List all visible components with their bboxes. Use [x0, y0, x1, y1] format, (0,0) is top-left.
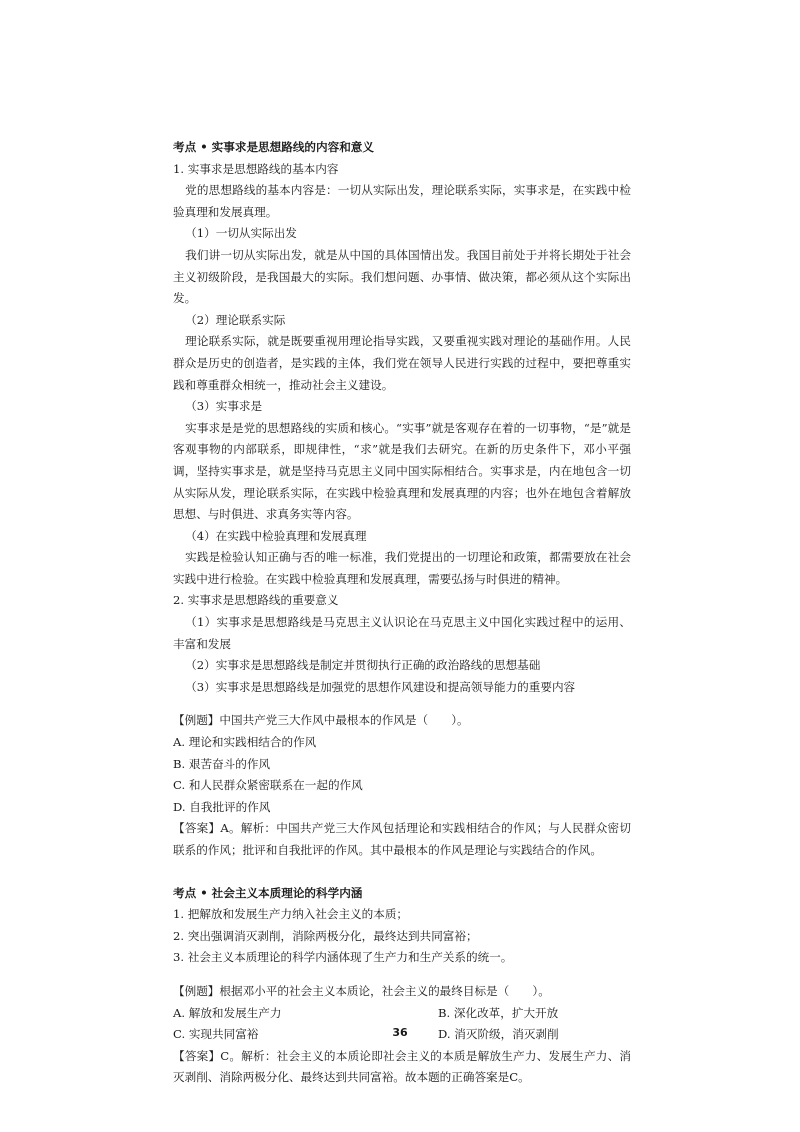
example-option: A. 解放和发展生产力 — [173, 1005, 282, 1020]
subsection-title-1: 1. 实事求是思想路线的基本内容 — [173, 161, 339, 176]
example-question-1: 【例题】中国共产党三大作风中最根本的作风是（ ）。 — [173, 713, 469, 728]
example-option: B. 深化改革，扩大开放 — [438, 1005, 559, 1020]
significance-item: （2）实事求是思想路线是制定并贯彻执行正确的政治路线的思想基础 — [185, 658, 541, 673]
point-text-2: 理论联系实际，就是既要重视用理论指导实践，又要重视实践对理论的基础作用。人民群众是历史的创造者，是实践的主体，我们党在领导人民进行实践的过程中，要把尊重实践和尊重群众相统一，推动社会主义建设。 — [173, 334, 631, 392]
point-title-2: （2）理论联系实际 — [185, 312, 286, 327]
point-text-3: 实事求是是党的思想路线的实质和核心。“实事”就是客观存在着的一切事物，“是”就是客观事物的内部联系，即规律性，“求”就是我们去研究。在新的历史条件下，邓小平强调，坚持实事求是，就是坚持马克思主义同中国实际相结合。实事求是，内在地包含一切从实际从发，理论联系实际，在实践中检验真理和发展真理的内容；也外在地包含着解放思想、与时俱进、求真务实等内容。 — [173, 420, 631, 522]
essence-item: 2. 突出强调消灭剥削，消除两极分化，最终达到共同富裕； — [173, 928, 478, 943]
essence-item: 3. 社会主义本质理论的科学内涵体现了生产力和生产关系的统一。 — [173, 950, 513, 965]
section-title-1: 考点 • 实事求是思想路线的内容和意义 — [173, 140, 374, 154]
example-option: C. 和人民群众紧密联系在一起的作风 — [173, 778, 363, 793]
point-title-4: （4）在实践中检验真理和发展真理 — [185, 528, 367, 543]
point-text-4: 实践是检验认知正确与否的唯一标准，我们党提出的一切理论和政策，都需要放在社会实践中进行检验。在实践中检验真理和发展真理，需要弘扬与时俱进的精神。 — [173, 550, 631, 586]
example-option: C. 实现共同富裕 — [173, 1027, 259, 1042]
example-option: D. 自我批评的作风 — [173, 799, 271, 814]
paragraph-intro: 党的思想路线的基本内容是：一切从实际出发，理论联系实际，实事求是，在实践中检验真理和发展真理。 — [173, 183, 631, 219]
point-title-3: （3）实事求是 — [185, 399, 263, 414]
example-option: B. 艰苦奋斗的作风 — [173, 756, 271, 771]
point-text-1: 我们讲一切从实际出发，就是从中国的具体国情出发。我国目前处于并将长期处于社会主义初级阶段，是我国最大的实际。我们想问题、办事情、做决策，都必须从这个实际出发。 — [173, 247, 631, 306]
answer-1: 【答案】A。解析：中国共产党三大作风包括理论和实践相结合的作风；与人民群众密切联系的作风；批评和自我批评的作风。其中最根本的作风是理论与实践结合的作风。 — [173, 821, 631, 857]
example-question-2: 【例题】根据邓小平的社会主义本质论，社会主义的最终目标是（ ）。 — [173, 983, 550, 998]
significance-item: （1）实事求是思想路线是马克思主义认识论在马克思主义中国化实践过程中的运用、丰富和发展 — [173, 615, 631, 651]
options-row-1 — [173, 1003, 631, 1025]
example-option: A. 理论和实践相结合的作风 — [173, 735, 317, 750]
significance-item: （3）实事求是思想路线是加强党的思想作风建设和提高领导能力的重要内容 — [185, 679, 576, 694]
section-title-2: 考点 • 社会主义本质理论的科学内涵 — [173, 885, 363, 900]
answer-2: 【答案】C。解析：社会主义的本质论即社会主义的本质是解放生产力、发展生产力、消灭剥削、消除两极分化、最终达到共同富裕。故本题的正确答案是C。 — [173, 1048, 631, 1085]
point-title-1: （1）一切从实际出发 — [185, 226, 297, 241]
page-content — [173, 137, 631, 1089]
example-option: D. 消灭阶级，消灭剥削 — [438, 1027, 559, 1042]
page-number: 36 — [392, 1026, 408, 1039]
subsection-title-2: 2. 实事求是思想路线的重要意义 — [173, 593, 339, 608]
essence-item: 1. 把解放和发展生产力纳入社会主义的本质； — [173, 907, 409, 922]
